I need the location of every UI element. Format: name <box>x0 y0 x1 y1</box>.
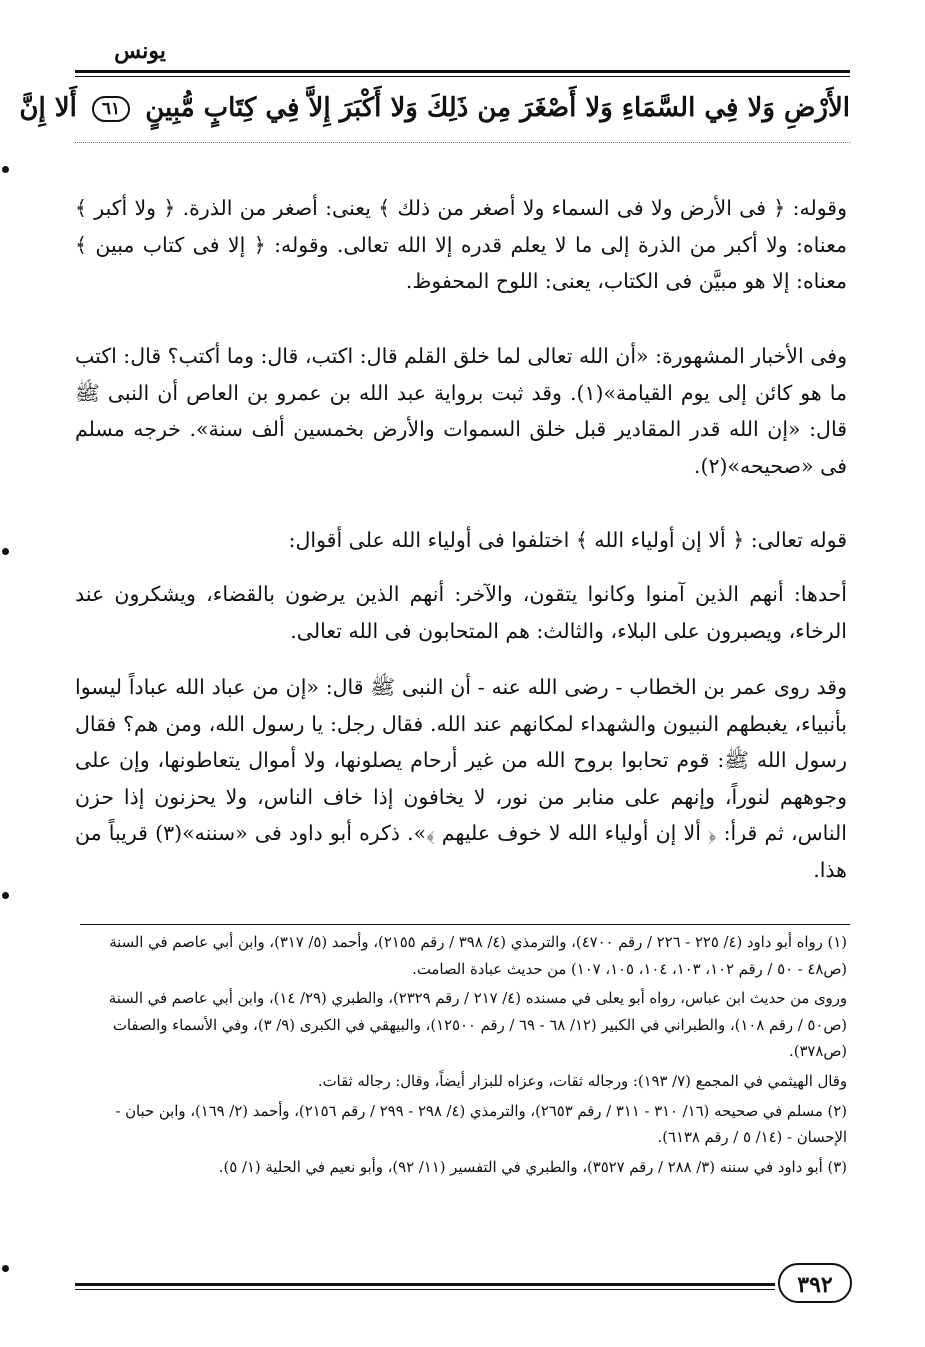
verse-separator <box>75 142 850 143</box>
footnote-1-cont-b: وقال الهيثمي في المجمع (٧/ ١٩٣): ورجاله ثقات، وعزاه للبزار أيضاً، وقال: رجاله ثقات. <box>317 1072 847 1090</box>
footer-rule-thick <box>75 1283 775 1286</box>
footnote-1: (١) رواه أبو داود (٤/ ٢٢٥ - ٢٢٦ / رقم ٤٧٠٠)، والترمذي (٤/ ٣٩٨ / رقم ٢١٥٥)، وأحمد (٥/ ٣١٧)، وابن أبي عاصم في السنة (ص٤٨ - ٥٠ / رقم ١٠٢، ١٠٣، ١٠٤، ١٠٥، ١٠٧) من حديث عبادة الصامت. <box>109 934 847 978</box>
margin-dot <box>2 548 9 555</box>
footnotes <box>75 930 847 1184</box>
paragraph-text: أحدها: أنهم الذين آمنوا وكانوا يتقون، والآخر: أنهم الذين يرضون بالقضاء، ويشكرون عند الرخاء، ويصبرون على البلاء، والثالث: هم المتحابون فى الله تعالى. <box>75 582 847 643</box>
footnote-1-cont-a: وروى من حديث ابن عباس، رواه أبو يعلى في مسنده (٤/ ٢١٧ / رقم ٢٣٢٩)، والطبري (٢٩/ ١٤)، وابن أبي عاصم في السنة (ص٥٠ / رقم ١٠٨)، والطبراني في الكبير (١٢/ ٦٨ - ٦٩ / رقم ١٢٥٠٠)، والبيهقي في الكبرى (٩/ ٣)، وفي الأسماء والصفات (ص٣٧٨). <box>108 990 847 1061</box>
footnote-2: (٢) مسلم في صحيحه (١٦/ ٣١٠ - ٣١١ / رقم ٢٦٥٣)، والترمذي (٤/ ٢٩٨ - ٢٩٩ / رقم ٢١٥٦)، وأحمد (٢/ ١٦٩)، وابن حبان - الإحسان - (١٤/ ٥ / رقم ٦١٣٨). <box>115 1102 847 1147</box>
verse-text-after: أَلا إِنَّ <box>19 93 77 123</box>
quran-verse-line <box>19 84 850 132</box>
footnote-separator <box>80 924 850 925</box>
ayah-number-marker: ٦١ <box>92 96 130 122</box>
margin-dot <box>2 1265 9 1272</box>
body-paragraph-4 <box>75 576 847 649</box>
body-paragraph-5 <box>75 669 847 888</box>
footnote-3: (٣) أبو داود في سننه (٣/ ٢٨٨ / رقم ٣٥٢٧)، والطبري في التفسير (١١/ ٩٢)، وأبو نعيم في الحلية (١/ ٥). <box>218 1158 847 1176</box>
verse-text-before: الأَرْضِ وَلا فِي السَّمَاءِ وَلا أَصْغَرَ مِن ذَلِكَ وَلا أَكْبَرَ إِلاَّ فِي كِتَابٍ مُّبِينٍ <box>145 93 850 123</box>
paragraph-text: قوله تعالى: ﴿ ألا إن أولياء الله ﴾ اختلفوا فى أولياء الله على أقوال: <box>288 528 847 552</box>
body-paragraph-2 <box>75 338 847 484</box>
body-paragraph-3 <box>75 522 847 559</box>
header-rule-thin <box>75 76 850 77</box>
running-header-surah-name: يونس <box>114 38 166 64</box>
footer-rule-thin <box>75 1289 775 1290</box>
paragraph-text: وفى الأخبار المشهورة: «أن الله تعالى لما خلق القلم قال: اكتب، قال: وما أكتب؟ قال: اكتب ما هو كائن إلى يوم القيامة»(١). وقد ثبت برواية عبد الله بن عمرو بن العاص أن النبى ﷺ قال: «إن الله قدر المقادير قبل خلق السموات والأرض بخمسين ألف سنة». خرجه مسلم فى «صحيحه»(٢). <box>75 344 847 478</box>
paragraph-text: وقوله: ﴿ فى الأرض ولا فى السماء ولا أصغر من ذلك ﴾ يعنى: أصغر من الذرة. ﴿ ولا أكبر ﴾ معناه: ولا أكبر من الذرة إلى ما لا يعلم قدره إلا الله تعالى. وقوله: ﴿ إلا فى كتاب مبين ﴾ معناه: إلا هو مبيَّن فى الكتاب، يعنى: اللوح المحفوظ. <box>75 196 847 293</box>
margin-dot <box>2 892 9 899</box>
margin-dot <box>2 166 9 173</box>
page-number: ٣٩٢ <box>778 1263 852 1303</box>
paragraph-text: وقد روى عمر بن الخطاب - رضى الله عنه - أن النبى ﷺ قال: «إن من عباد الله عباداً ليسوا بأنبياء، يغبطهم النبيون والشهداء لمكانهم عند الله. فقال رجل: يا رسول الله، ومن هم؟ فقال رسول الله ﷺ: قوم تحابوا بروح الله من غير أرحام يصلونها، ولا أموال يتعاطونها، وإن على وجوههم لنوراً، وإنهم على منابر من نور، لا يخافون إذا خاف الناس، ولا يحزنون إذا حزن الناس، ثم قرأ: ﴿ ألا إن أولياء الله لا خوف عليهم ﴾». ذكره أبو داود فى «سننه»(٣) قريباً من هذا. <box>75 675 847 882</box>
header-rule-thick <box>75 70 850 73</box>
body-paragraph-1 <box>75 190 847 300</box>
